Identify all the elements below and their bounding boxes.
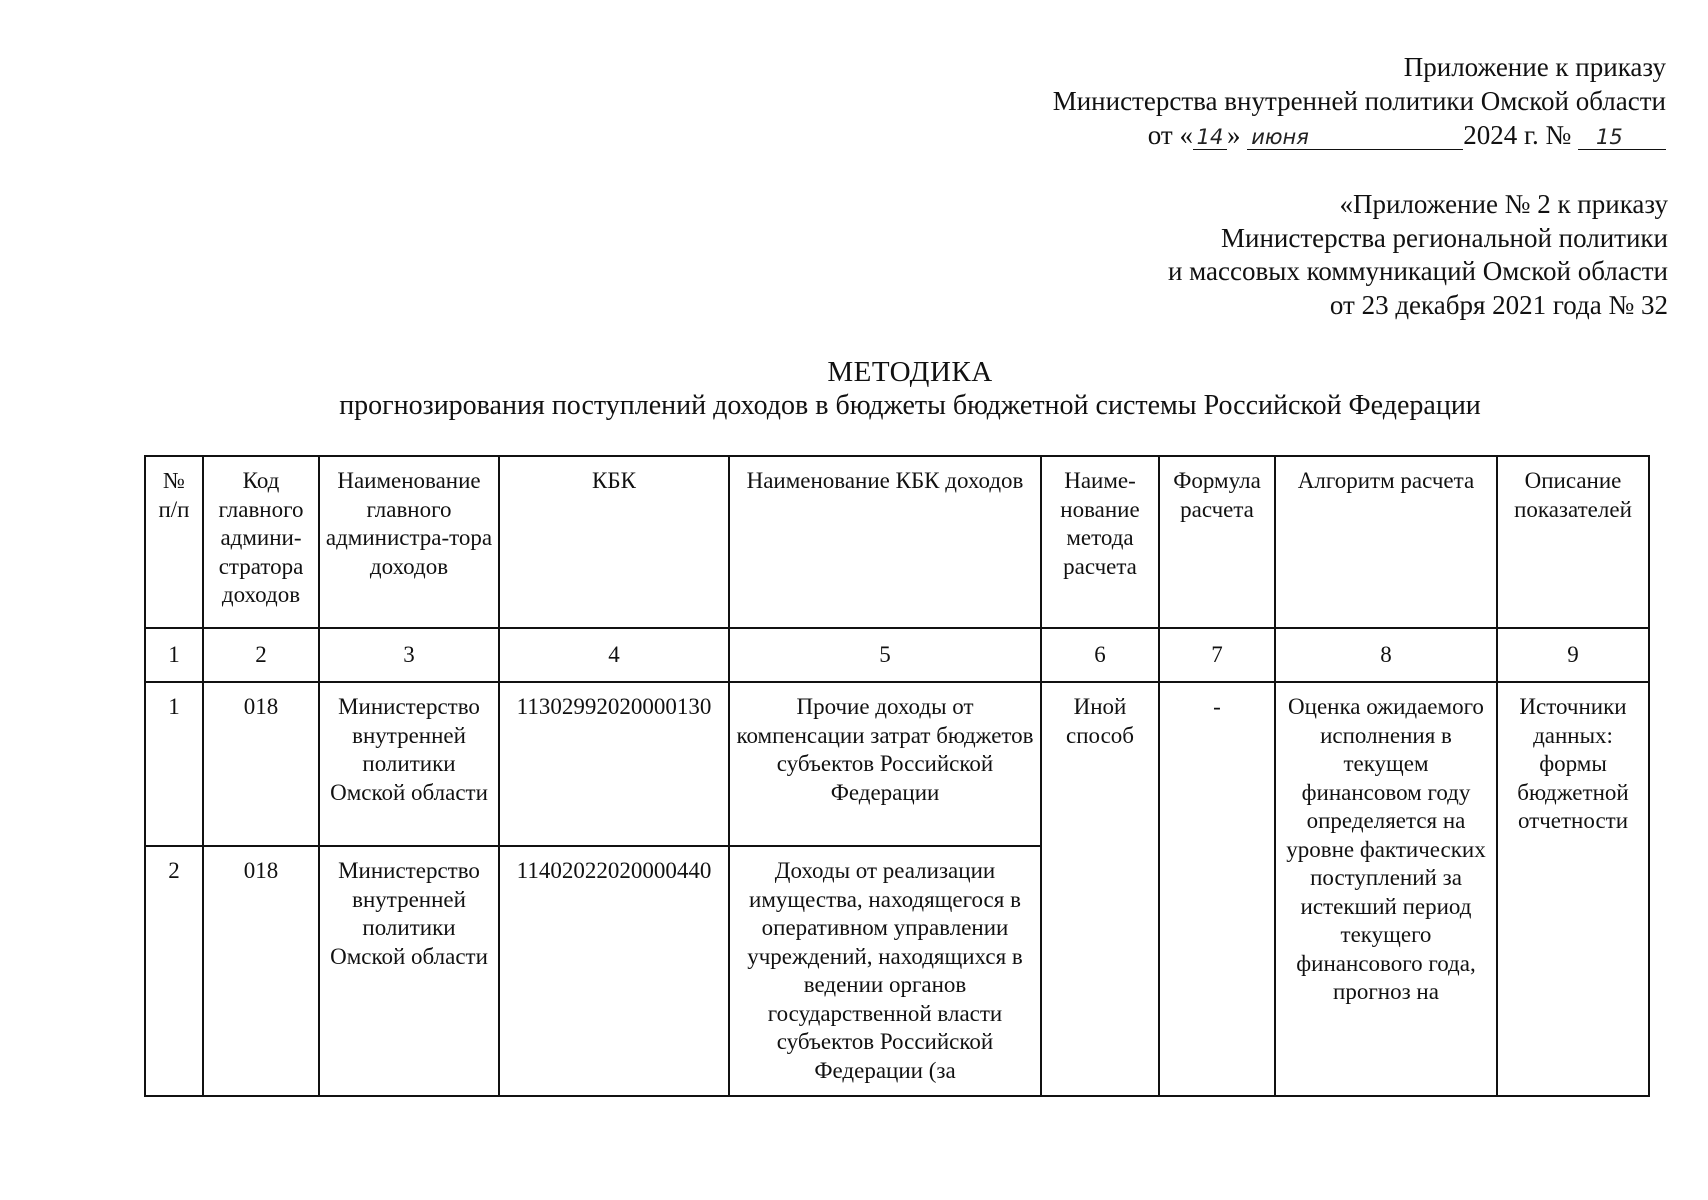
- indicators-cell: Источники данных: формы бюджетной отчетности: [1497, 682, 1649, 1096]
- date-day-handwritten: 14: [1193, 125, 1227, 150]
- header-num: № п/п: [145, 456, 203, 628]
- methodology-table: [144, 455, 1650, 1097]
- column-number: 2: [203, 628, 319, 682]
- column-number: 1: [145, 628, 203, 682]
- prior-appendix-line-1: «Приложение № 2 к приказу: [1339, 189, 1668, 219]
- header-algorithm: Алгоритм расчета: [1275, 456, 1497, 628]
- row-kbk-name: Прочие доходы от компенсации затрат бюджетов субъектов Российской Федерации: [729, 682, 1041, 846]
- row-admin-name: Министерство внутренней политики Омской области: [319, 682, 499, 846]
- date-prefix: от «: [1147, 120, 1193, 150]
- date-year: 2024 г. №: [1463, 120, 1572, 150]
- table-header-row: [145, 456, 1649, 628]
- header-admin-code: Код главного админи-стратора доходов: [203, 456, 319, 628]
- row-admin-code: 018: [203, 846, 319, 1096]
- method-name-cell: Иной способ: [1041, 682, 1159, 1096]
- prior-appendix-line-2: Министерства региональной политики: [1221, 222, 1668, 253]
- row-kbk: 11402022020000440: [499, 846, 729, 1096]
- row-kbk: 11302992020000130: [499, 682, 729, 846]
- formula-cell: -: [1159, 682, 1275, 1096]
- column-number: 3: [319, 628, 499, 682]
- order-number-handwritten: 15: [1578, 125, 1666, 150]
- header-kbk: КБК: [499, 456, 729, 628]
- header-formula: Формула расчета: [1159, 456, 1275, 628]
- document-subtitle: прогнозирования поступлений доходов в бюджеты бюджетной системы Российской Федерации: [339, 390, 1481, 421]
- column-number: 4: [499, 628, 729, 682]
- prior-appendix-header: [1168, 188, 1668, 322]
- row-kbk-name: Доходы от реализации имущества, находящегося в оперативном управлении учреждений, находящихся в ведении органов государственной власти субъектов Российской Федерации (за: [729, 846, 1041, 1096]
- column-number: 8: [1275, 628, 1497, 682]
- table-row: [145, 682, 1649, 846]
- date-quote-close: »: [1226, 120, 1241, 150]
- header-method-name: Наиме-нование метода расчета: [1041, 456, 1159, 628]
- appendix-line-1: Приложение к приказу: [1403, 52, 1666, 82]
- header-kbk-name: Наименование КБК доходов: [729, 456, 1041, 628]
- column-number: 9: [1497, 628, 1649, 682]
- appendix-date-line: [1053, 118, 1666, 152]
- date-month-handwritten: июня: [1247, 125, 1463, 150]
- row-num: 2: [145, 846, 203, 1096]
- row-num: 1: [145, 682, 203, 846]
- column-number-row: [145, 628, 1649, 682]
- row-admin-name: Министерство внутренней политики Омской области: [319, 846, 499, 1096]
- column-number: 5: [729, 628, 1041, 682]
- column-number: 6: [1041, 628, 1159, 682]
- algorithm-cell: Оценка ожидаемого исполнения в текущем финансовом году определяется на уровне фактических поступлений за истекший период текущего финансового года, прогноз на: [1275, 682, 1497, 1096]
- header-indicators: Описание показателей: [1497, 456, 1649, 628]
- header-admin-name: Наименование главного администра-тора доходов: [319, 456, 499, 628]
- document-title: МЕТОДИКА: [827, 356, 993, 388]
- appendix-header: [1053, 50, 1666, 152]
- prior-appendix-line-3: и массовых коммуникаций Омской области: [1167, 256, 1668, 286]
- column-number: 7: [1159, 628, 1275, 682]
- appendix-line-2: Министерства внутренней политики Омской области: [1052, 86, 1666, 116]
- document-title-block: [310, 356, 1510, 422]
- row-admin-code: 018: [203, 682, 319, 846]
- prior-appendix-line-4: от 23 декабря 2021 года № 32: [1329, 289, 1668, 320]
